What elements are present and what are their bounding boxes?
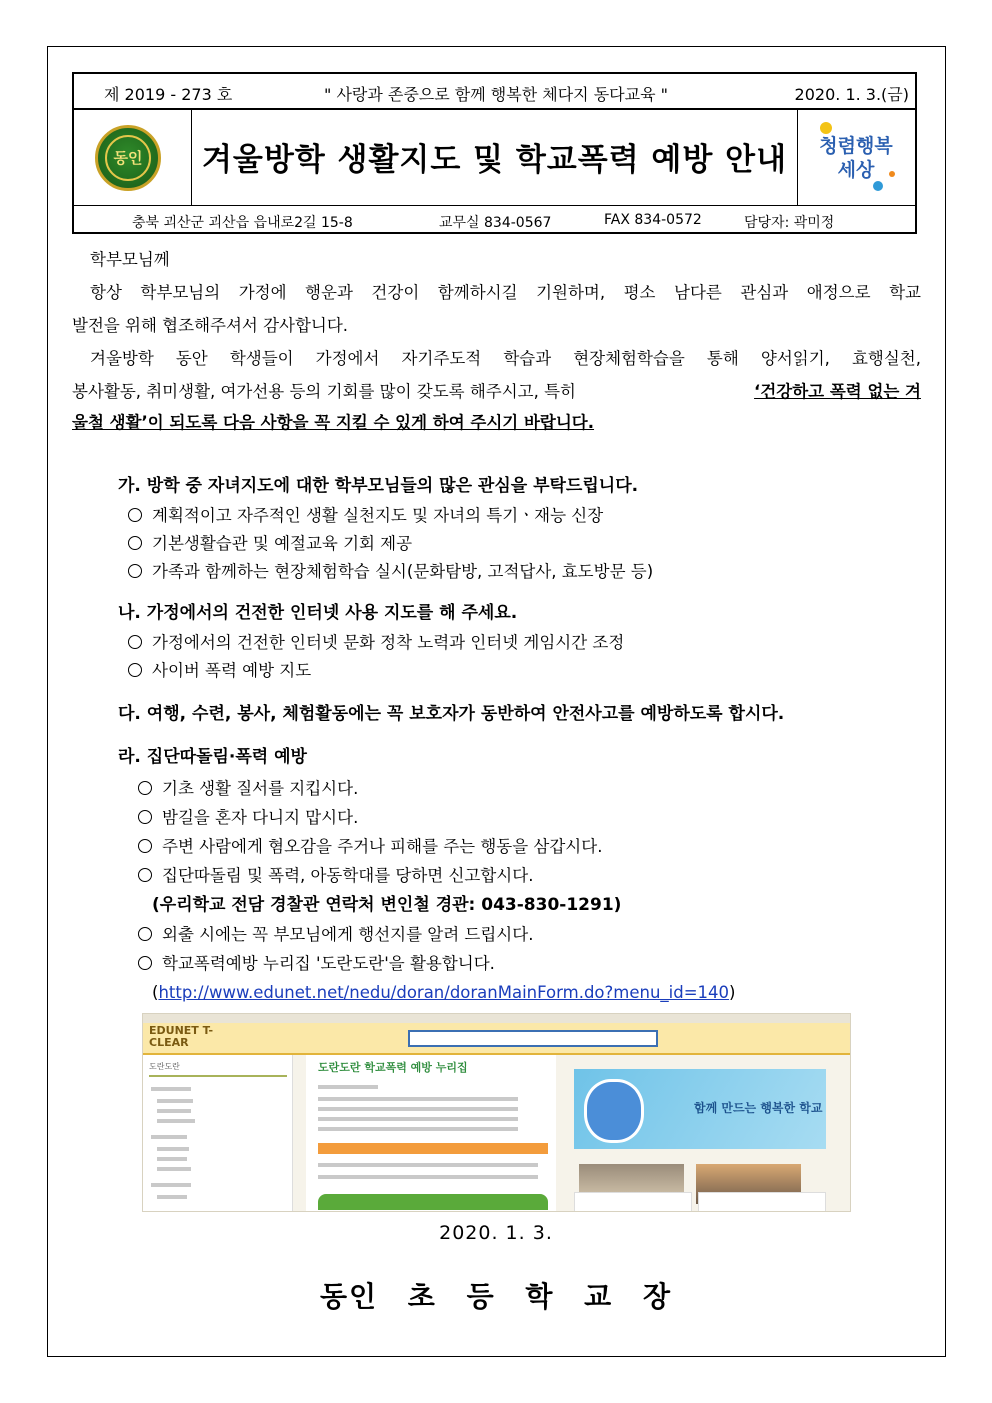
school-emblem-icon	[95, 125, 161, 191]
bullet-circle-icon	[128, 635, 142, 649]
header-title-row	[74, 110, 915, 206]
integrity-logo-icon	[812, 116, 902, 200]
section-ga-item: 기본생활습관 및 예절교육 기회 제공	[128, 534, 412, 554]
screenshot-search-box	[408, 1030, 658, 1047]
fax-number: FAX 834-0572	[604, 212, 702, 228]
screenshot-site-brand: EDUNET T-CLEAR	[149, 1024, 214, 1049]
intro-para2-emphasis-start: ‘건강하고 폭력 없는 겨	[754, 382, 921, 401]
section-na-item: 사이버 폭력 예방 지도	[128, 661, 311, 681]
intro-para1-line1: 항상 학부모님의 가정에 행운과 건강이 함께하시길 기원하며, 평소 남다른 관심과 애정으로 학교	[90, 283, 921, 302]
section-ra-item: 기초 생활 질서를 지킵시다.	[138, 779, 358, 799]
footer-date: 2020. 1. 3.	[439, 1222, 553, 1244]
section-na-title: 나. 가정에서의 건전한 인터넷 사용 지도를 해 주세요.	[118, 603, 518, 623]
screenshot-green-bar	[318, 1194, 548, 1210]
doran-link-line: (http://www.edunet.net/nedu/doran/doranMainForm.do?menu_id=140)	[152, 983, 736, 1002]
bullet-circle-icon	[138, 868, 152, 882]
school-motto: " 사랑과 존중으로 함께 행복한 체다지 동다교육 "	[324, 85, 668, 104]
contact-person: 담당자: 곽미정	[744, 215, 835, 231]
svg-text:세상: 세상	[837, 159, 875, 181]
section-ra-item: 주변 사람에게 혐오감을 주거나 피해를 주는 행동을 삼갑시다.	[138, 837, 602, 857]
screenshot-menu-title: 도란도란	[149, 1061, 287, 1077]
doran-link[interactable]: http://www.edunet.net/nedu/doran/doranMainForm.do?menu_id=140	[158, 983, 730, 1002]
bullet-circle-icon	[138, 927, 152, 941]
section-ga-item: 가족과 함께하는 현장체험학습 실시(문화탐방, 고적답사, 효도방문 등)	[128, 562, 653, 582]
brand-logo-cell	[798, 110, 915, 206]
intro-para2-plain: 봉사활동, 취미생활, 여가선용 등의 기회를 많이 갖도록 해주시고, 특히	[72, 382, 576, 401]
section-na-item: 가정에서의 건전한 인터넷 문화 정착 노력과 인터넷 게임시간 조정	[128, 633, 624, 653]
header-contact-row	[74, 208, 915, 234]
doran-website-screenshot	[142, 1013, 851, 1212]
screenshot-topbar	[143, 1014, 850, 1023]
screenshot-hero-text: 함께 만드는 행복한 학교	[694, 1101, 823, 1115]
intro-para2-line1: 겨울방학 동안 학생들이 가정에서 자기주도적 학습과 현장체험학습을 통해 양서읽기, 효행실천,	[90, 349, 921, 368]
svg-text:청렴행복: 청렴행복	[819, 135, 893, 157]
section-ra-item: 외출 시에는 꼭 부모님에게 행선지를 알려 드립시다.	[138, 925, 533, 945]
section-ga-item: 계획적이고 자주적인 생활 실천지도 및 자녀의 특기ㆍ재능 신장	[128, 506, 603, 526]
emblem-text: 동인	[105, 135, 151, 181]
greeting: 학부모님께	[90, 250, 170, 269]
screenshot-info-box	[698, 1192, 826, 1212]
section-ra-title: 라. 집단따돌림·폭력 예방	[118, 747, 307, 767]
screenshot-sidebar	[143, 1055, 293, 1212]
mascot-character-icon	[584, 1079, 644, 1143]
bullet-circle-icon	[128, 564, 142, 578]
section-da-title: 다. 여행, 수련, 봉사, 체험활동에는 꼭 보호자가 동반하여 안전사고를 예방하도록 합시다.	[118, 704, 785, 724]
bullet-circle-icon	[138, 839, 152, 853]
screenshot-page-title: 도란도란 학교폭력 예방 누리집	[318, 1061, 468, 1074]
intro-para2-line2	[72, 382, 921, 402]
school-emblem-cell	[74, 110, 192, 206]
bullet-circle-icon	[138, 810, 152, 824]
intro-para2-emphasis-end: 울철 생활’이 되도록 다음 사항을 꼭 지킬 수 있게 하여 주시기 바랍니다.	[72, 413, 595, 432]
screenshot-header	[143, 1023, 850, 1055]
section-ra-item: 집단따돌림 및 폭력, 아동학대를 당하면 신고합시다.	[138, 866, 533, 886]
intro-para1-line2: 발전을 위해 협조해주셔서 감사합니다.	[72, 316, 349, 335]
school-address: 충북 괴산군 괴산읍 읍내로2길 15-8	[132, 215, 353, 231]
screenshot-orange-bar	[318, 1143, 548, 1154]
office-phone: 교무실 834-0567	[439, 215, 552, 231]
police-contact: (우리학교 전담 경찰관 연락처 변인철 경관: 043-830-1291)	[152, 895, 622, 915]
bullet-circle-icon	[128, 536, 142, 550]
bullet-circle-icon	[128, 508, 142, 522]
principal-signature: 동인 초 등 학 교 장	[319, 1280, 673, 1313]
screenshot-main-panel	[306, 1055, 556, 1212]
section-ga-title: 가. 방학 중 자녀지도에 대한 학부모님들의 많은 관심을 부탁드립니다.	[118, 476, 639, 496]
screenshot-info-box	[574, 1192, 692, 1212]
issue-number: 제 2019 - 273 호	[104, 85, 233, 104]
screenshot-hero-banner	[574, 1069, 826, 1149]
document-title: 겨울방학 생활지도 및 학교폭력 예방 안내	[201, 142, 788, 178]
section-ra-item: 학교폭력예방 누리집 '도란도란'을 활용합니다.	[138, 954, 495, 974]
bullet-circle-icon	[138, 781, 152, 795]
header-info-row	[74, 74, 915, 110]
bullet-circle-icon	[128, 663, 142, 677]
newsletter-header	[72, 72, 917, 234]
title-cell	[192, 110, 798, 206]
bullet-circle-icon	[138, 956, 152, 970]
section-ra-item: 밤길을 혼자 다니지 맙시다.	[138, 808, 358, 828]
issue-date: 2020. 1. 3.(금)	[794, 85, 909, 104]
